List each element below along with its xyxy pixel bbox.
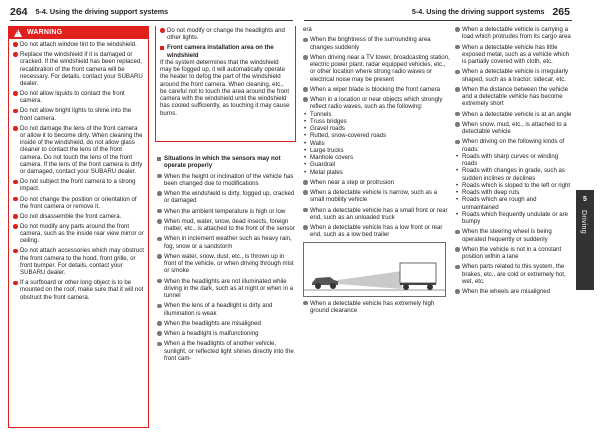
list-item: When a detectable vehicle has little exposed metal, such as a vehicle which is partially covered with cloth, etc. — [455, 44, 573, 66]
chapter-tab[interactable] — [576, 190, 594, 290]
warning-item: Do not allow liquids to contact the front camera. — [13, 90, 144, 105]
list-item: When the wheels are misaligned — [455, 288, 573, 295]
list-item: • Roads with changes in grade, such as sudden inclines or declines — [455, 167, 573, 182]
front-camera-area-text: If the system determines that the windshield may be fogged up, it will automatically operate the heater to defog the part of the windshield around the front camera. When cleaning, etc., be careful not to touch the area around the front camera with the windshield until the windshield has cooled sufficiently, as touching it may cause burns. — [160, 58, 290, 117]
list-item: When in a location or near objects which strongly reflect radio waves, such as the following: — [303, 96, 450, 111]
warning-item: If a surfboard or other long object is to be mounted on the roof, make sure that it will not obstruct the front camera. — [13, 279, 144, 301]
left-page-number: 264 — [10, 5, 28, 18]
list-item: • Gravel roads — [303, 125, 450, 132]
list-item: When a wiper blade is blocking the front camera — [303, 86, 450, 93]
list-item: • Truss bridges — [303, 118, 450, 125]
list-item: When the ambient temperature is high or low — [157, 208, 297, 215]
list-item: When the brightness of the surrounding area changes suddenly — [303, 36, 450, 51]
warning-box-continued — [155, 26, 296, 142]
situations-section — [157, 155, 297, 365]
list-item: • Roads with deep ruts — [455, 189, 573, 196]
list-item: • Roads which are rough and unmaintained — [455, 196, 573, 211]
list-item: When near a step or protrusion — [303, 179, 450, 186]
left-section-title: 5-4. Using the driving support systems — [35, 7, 169, 16]
list-item: • Walls — [303, 140, 450, 147]
right-page-header — [412, 4, 570, 19]
warning-list — [9, 39, 148, 301]
list-item: • Guardrail — [303, 161, 450, 168]
warning-title: WARNING — [27, 29, 63, 37]
illustration-svg — [304, 243, 446, 297]
left-page-header — [10, 4, 168, 19]
left-header-rule — [10, 20, 293, 21]
list-item: When water, snow, dust, etc., is thrown up in front of the vehicle, or when driving through mist or smoke — [157, 253, 297, 275]
list-item: When the distance between the vehicle and a detectable vehicle has become extremely short — [455, 86, 573, 108]
front-camera-area-heading: Front camera installation area on the windshield — [160, 44, 291, 59]
list-item: When a detectable vehicle is carrying a load which protrudes from its cargo area — [455, 26, 573, 41]
list-item: • Roads which frequently undulate or are bumpy — [455, 211, 573, 226]
chapter-number: 5 — [583, 196, 587, 203]
list-item: • Rutted, snow-covered roads — [303, 132, 450, 139]
warning-item: Do not attach accessories which may obstruct the front camera to the hood, front grille, or front bumper. For details, contact your SUBARU dealer. — [13, 247, 144, 276]
list-item: When driving near a TV tower, broadcasting station, electric power plant, radar equipped vehicles, etc., or other location where strong radio waves or electrical noise may be present — [303, 54, 450, 83]
list-item: When in inclement weather such as heavy rain, fog, snow or a sandstorm — [157, 235, 297, 250]
warning-item: Do not attach window tint to the windshield. — [13, 41, 144, 48]
warning-item: Do not subject the front camera to a strong impact. — [13, 178, 144, 193]
list-item: When the height or inclination of the vehicle has been changed due to modifications — [157, 173, 297, 188]
warning-item: Do not damage the lens of the front camera or allow it to become dirty. When cleaning the inside of the windshield, do not allow glass cleaner to contact the lens of the front camera. Do not touch the lens of the front camera. If the lens of the front camera is dirty or damaged, contact your SUBARU dealer. — [13, 125, 144, 176]
list-item: When a detectable vehicle is irregularly shaped, such as a tractor, sidecar, etc. — [455, 68, 573, 83]
warning-header — [9, 27, 148, 39]
chapter-label: Driving — [580, 210, 587, 234]
road-kinds-list — [455, 153, 573, 226]
list-item: When a detectable vehicle has a small front or rear end, such as an unloaded truck — [303, 207, 450, 222]
list-item: When the vehicle is not in a constant position within a lane — [455, 246, 573, 261]
warning-item: Do not change the position or orientation of the front camera or remove it. — [13, 196, 144, 211]
list-item: When the headlights are not illuminated while driving in the dark, such as at night or when in a tunnel — [157, 278, 297, 300]
reflective-objects-list — [303, 111, 450, 176]
list-item: When the headlights are misaligned — [157, 320, 297, 327]
list-item: When a headlight is malfunctioning — [157, 330, 297, 337]
list-item: • Large trucks — [303, 147, 450, 154]
warning-item: Replace the windshield if it is damaged or cracked. If the windshield has been replaced, recalibration of the front camera will be necessary. For details, contact your SUBARU dealer. — [13, 51, 144, 87]
list-item: When a detectable vehicle has extremely high ground clearance — [303, 300, 450, 315]
list-item: When the lens of a headlight is dirty and illumination is weak — [157, 302, 297, 317]
warning-triangle-icon — [14, 29, 22, 37]
list-item: When parts related to this system, the brakes, etc., are cold or extremely hot, wet, etc. — [455, 263, 573, 285]
warning-item: Do not disassemble the front camera. — [13, 213, 144, 220]
list-item: • Manhole covers — [303, 154, 450, 161]
right-page-column-1 — [303, 26, 450, 317]
list-item: When mud, water, snow, dead insects, foreign matter, etc., is attached to the front of the sensor — [157, 218, 297, 233]
right-page-number: 265 — [552, 5, 570, 18]
list-item: • Roads which is sloped to the left or right — [455, 182, 573, 189]
list-item: When a detectable vehicle is at an angle — [455, 111, 573, 118]
ground-clearance-illustration — [303, 242, 446, 297]
right-header-rule — [304, 20, 572, 21]
list-item: • Metal plates — [303, 169, 450, 176]
situations-heading: Situations in which the sensors may not operate properly — [157, 155, 297, 170]
warning-item: Do not modify any parts around the front camera, such as the inside rear view mirror or ceiling. — [13, 223, 144, 245]
list-item: When a detectable vehicle is narrow, such as a small mobility vehicle — [303, 189, 450, 204]
list-item: When the steering wheel is being operated frequently or suddenly — [455, 228, 573, 243]
warning-item: Do not modify or change the headlights and other lights. — [160, 27, 291, 42]
list-item: • Roads with sharp curves or winding roads — [455, 153, 573, 168]
right-page-column-2 — [455, 26, 573, 298]
continued-text: era — [303, 26, 312, 33]
list-item: When snow, mud, etc., is attached to a detectable vehicle — [455, 121, 573, 136]
list-item: When a detectable vehicle has a low front or rear end, such as a low bed trailer — [303, 224, 450, 239]
list-item: • Tunnels — [303, 111, 450, 118]
list-item: When a the headlights of another vehicle, sunlight, or reflected light shines directly into the front cam- — [157, 340, 297, 362]
warning-box — [8, 26, 149, 428]
list-item: When the windshield is dirty, fogged up, cracked or damaged — [157, 190, 297, 205]
right-section-title: 5-4. Using the driving support systems — [411, 7, 545, 16]
list-item: When driving on the following kinds of roads: — [455, 138, 573, 153]
warning-item: Do not allow bright lights to shine into the front camera. — [13, 107, 144, 122]
